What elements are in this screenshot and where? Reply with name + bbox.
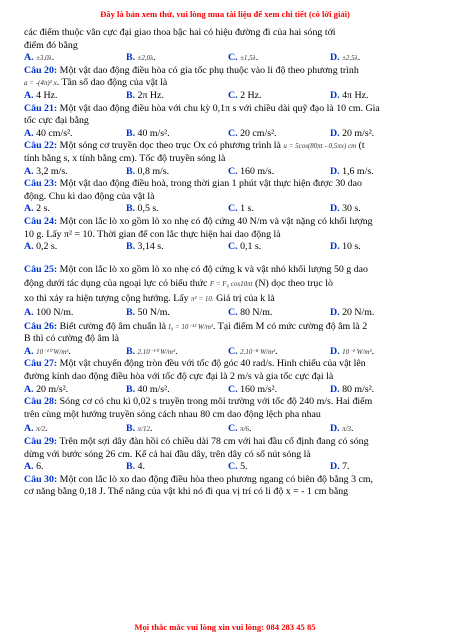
option-a: A. 40 cm/s². [24,127,73,139]
question-25 [24,263,432,321]
option-d: D. π/3. [330,423,354,435]
option-d: D. ±2,5λ. [330,52,361,64]
option-b: B. 40 m/s². [126,383,170,395]
option-b: B. 3,14 s. [126,241,164,253]
formula: a = -(4π)² x [24,79,57,88]
question-text: động dưới tác dụng của ngoại lực có biểu thức [24,278,208,290]
option-b: B. ±2,0λ. [126,52,156,64]
answer-options [24,241,432,254]
option-a: A. π/2. [24,423,48,435]
question-text: các điểm thuộc vân cực đại giao thoa bậc hai có hiệu đường đi của hai sóng tới [24,27,336,38]
question-26 [24,321,432,359]
question-text: điểm đó bằng [24,39,78,51]
option-b: B. 50 N/m. [126,307,170,319]
question-text: B thì có cường độ âm là [24,333,120,345]
question-text: Giá trị của k là [216,292,275,304]
option-a: A. 3,2 m/s. [24,165,68,177]
option-c: C. 20 cm/s². [228,127,277,139]
option-d: D. 20 N/m. [330,307,375,319]
question-number: Câu 30: [24,473,58,485]
question-number: Câu 28: [24,396,58,408]
page-footer: Mọi thắc mắc vui lòng xin vui lòng: 084 283 45 85 [134,622,316,632]
option-d: D. 80 m/s². [330,383,375,395]
option-c: C. π/6. [228,423,252,435]
answer-options [24,90,432,103]
question-29 [24,436,432,474]
question-text: Một vật dao động điều hoà, trong thời gian 1 phút vật thực hiện được 30 dao [59,178,362,190]
question-text: dừng với bước sóng 26 cm. Kể cả hai đầu dây, trên dây có số nút sóng là [24,448,311,460]
question-text: Biết cường độ âm chuẩn là [59,320,166,332]
question-text: Một vật dao động điều hòa với chu kỳ 0,1π s với chiều dài quỹ đạo là 10 cm. Gia [59,102,380,114]
question-text: Một con lắc lò xo gồm lò xo nhẹ có độ cứng 40 N/m và vật nặng có khối lượng [59,215,373,227]
option-a: A. 20 m/s². [24,383,69,395]
option-d: D. 1,6 m/s. [330,165,374,177]
option-a: A. 10⁻¹⁰ W/m². [24,345,71,357]
answer-options [24,52,432,65]
option-b: B. 4. [126,461,145,473]
question-number: Câu 25: [24,263,58,275]
question-list [24,27,432,499]
option-d: D. 7. [330,461,350,473]
question-27 [24,358,432,396]
option-a: A. 0,2 s. [24,241,58,253]
option-c: C. ±1,5λ. [228,52,259,64]
question-20 [24,65,432,103]
formula: I₀ = 10⁻¹² W/m² [168,322,213,331]
option-a: A. 100 N/m. [24,307,74,319]
answer-options [24,461,432,474]
option-c: C. 1 s. [228,203,254,215]
question-text: 10 g. Lấy π² = 10. Thời gian để con lắc thực hiện hai dao động là [24,228,281,240]
question-text: tốc cực đại bằng [24,115,89,127]
option-b: B. π/12. [126,423,153,435]
question-number: Câu 22: [24,140,58,152]
question-28 [24,396,432,436]
question-number: Câu 23: [24,178,58,190]
option-d: D. 20 m/s². [330,127,375,139]
page-header: Đây là bản xem thử, vui lòng mua tài liệu để xem chi tiết (có lời giải) [100,9,350,19]
question-text: động. Chu kì dao động của vật là [24,190,155,202]
option-c: C. 0,1 s. [228,241,262,253]
answer-options [24,306,432,321]
option-c: C. 160 m/s². [228,383,278,395]
option-a: A. 2 s. [24,203,50,215]
question-number: Câu 24: [24,215,58,227]
option-c: C. 80 N/m. [228,307,273,319]
option-d: D. 10 s. [330,241,361,253]
option-b: B. 0,5 s. [126,203,159,215]
question-text: Một vật dao động điều hòa có gia tốc phụ thuộc vào li độ theo phương trình [59,64,359,76]
question-text: tính bằng s, x tính bằng cm). Tốc độ truyền sóng là [24,152,226,164]
option-a: A. 6. [24,461,44,473]
answer-options [24,128,432,141]
option-b: B. 2π Hz. [126,89,164,101]
question-text: . Tần số dao động của vật là [56,77,168,89]
question-text: Một sóng cơ truyền dọc theo trục Ox có phương trình là [59,140,281,152]
option-b: B. 0,8 m/s. [126,165,170,177]
option-b: B. 40 m/s². [126,127,170,139]
question-number: Câu 26: [24,320,58,332]
option-a: A. 4 Hz. [24,89,58,101]
option-d: D. 10⁻² W/m². [330,345,375,357]
answer-options [24,166,432,179]
question-text: (N) dọc theo trục lò [255,278,333,290]
option-c: C. 2.10⁻⁸ W/m². [228,345,278,357]
question-text: xo thì xảy ra hiện tượng cộng hưởng. Lấy [24,292,189,304]
question-text: trên cùng một hướng truyền sóng cách nhau 80 cm dao động lệch pha nhau [24,408,321,420]
option-c: C. 5. [228,461,248,473]
option-c: C. 2 Hz. [228,89,262,101]
question-number: Câu 29: [24,436,58,448]
question-text: Một con lắc lò xo dao động điều hòa theo phương ngang có biên độ bằng 3 cm, [59,473,374,485]
question-text: cơ năng bằng 0,18 J. Thế năng của vật khi nó đi qua vị trí có li độ x = - 1 cm bằng [24,486,349,498]
question-24 [24,216,432,254]
option-d: D. 30 s. [330,203,361,215]
option-d: D. 4π Hz. [330,89,369,101]
question-text: đường kính dao động điều hòa với tốc độ cực đại là 2 m/s và gia tốc cực đại là [24,371,334,383]
question-text: . Tại điểm M có mức cường độ âm là 2 [212,320,368,332]
option-b: B. 2.10⁻¹⁰ W/m². [126,345,178,357]
question-19 [24,27,432,65]
answer-options [24,384,432,397]
question-22 [24,140,432,178]
question-text: Một con lắc lò xo gồm lò xo nhẹ có độ cứng k và vật nhỏ khối lượng 50 g dao [59,263,368,275]
question-number: Câu 27: [24,358,58,370]
question-23 [24,178,432,216]
question-text: Một vật chuyển động tròn đều với tốc độ góc 40 rad/s. Hình chiếu của vật lên [59,358,366,370]
formula: u = 5cos(80πt - 0,5πx) cm [283,142,357,151]
answer-options [24,346,432,359]
question-number: Câu 20: [24,64,58,76]
question-30 [24,474,432,499]
answer-options [24,203,432,216]
formula: π² = 10. [191,294,214,303]
question-text: Sóng cơ có chu kì 0,02 s truyền trong môi trường với tốc độ 240 m/s. Hai điểm [59,396,373,408]
option-c: C. 160 m/s. [228,165,275,177]
answer-options [24,423,432,436]
formula: F = F₀ cos10πt [209,280,253,289]
question-text: Trên một sợi dây đàn hồi có chiều dài 78 cm với hai đầu cố định đang có sóng [59,436,369,448]
option-a: A. ±3,0λ. [24,52,55,64]
question-21 [24,103,432,141]
question-text: (t [358,140,365,152]
question-number: Câu 21: [24,102,58,114]
